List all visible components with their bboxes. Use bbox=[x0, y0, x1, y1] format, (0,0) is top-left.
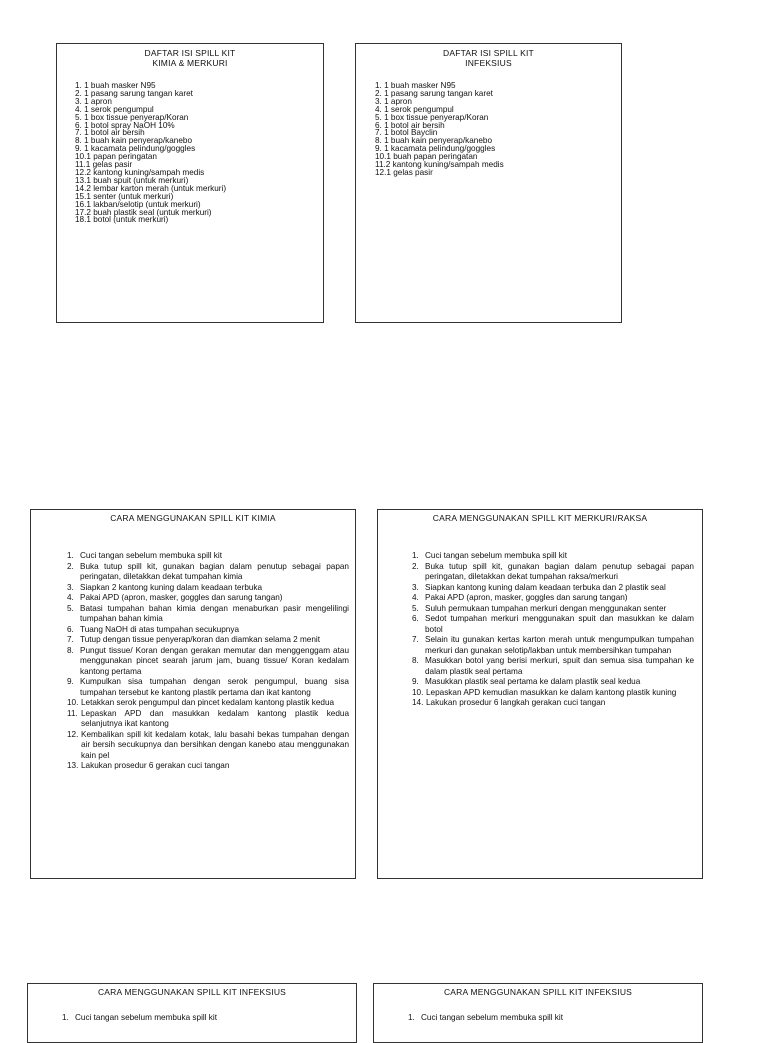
step-number: 8. bbox=[412, 656, 419, 665]
list-item: 10.1 buah papan peringatan bbox=[375, 152, 478, 162]
step-text: Lepaskan APD dan masukkan kedalam kantong plastik kedua selanjutnya ikat kantong bbox=[81, 708, 349, 728]
list-item: 17.2 buah plastik seal (untuk merkuri) bbox=[75, 207, 212, 217]
procedure-list bbox=[62, 1013, 350, 1024]
list-item: 4. 1 serok pengumpul bbox=[75, 104, 154, 114]
infectious-procedure-box-right bbox=[373, 983, 703, 1043]
step-number: 8. bbox=[67, 645, 74, 655]
list-item: 6. 1 botol spray NaOH 10% bbox=[75, 120, 175, 130]
procedure-step bbox=[67, 593, 349, 604]
box-title: DAFTAR ISI SPILL KIT bbox=[443, 48, 534, 58]
infectious-procedure-box-left bbox=[27, 983, 357, 1043]
list-item: 6. 1 botol air bersih bbox=[375, 120, 445, 130]
procedure-step bbox=[408, 1013, 696, 1024]
list-item: 14.2 lembar karton merah (untuk merkuri) bbox=[75, 183, 227, 193]
list-item: 11.2 kantong kuning/sampah medis bbox=[375, 160, 504, 170]
step-text: Cuci tangan sebelum membuka spill kit bbox=[75, 1013, 217, 1022]
procedure-step bbox=[67, 604, 349, 625]
procedure-step bbox=[67, 709, 349, 730]
step-text: Kumpulkan sisa tumpahan dengan serok pengumpul, buang sisa tumpahan tersebut ke kantong plastik pertama dan ikat kantong bbox=[80, 677, 349, 697]
list-item: 2. 1 pasang sarung tangan karet bbox=[75, 88, 193, 98]
list-item: 1. 1 buah masker N95 bbox=[375, 81, 456, 90]
step-text: Cuci tangan sebelum membuka spill kit bbox=[421, 1013, 563, 1022]
procedure-step bbox=[412, 604, 694, 615]
step-number: 1. bbox=[67, 551, 74, 560]
spill-kit-infectious-contents-box bbox=[355, 43, 622, 323]
step-text: Tutup dengan tissue penyerap/koran dan diamkan selama 2 menit bbox=[80, 635, 321, 644]
step-number: 14. bbox=[412, 698, 424, 707]
step-number: 9. bbox=[412, 677, 419, 686]
mercury-procedure-box bbox=[377, 509, 703, 879]
step-text: Pakai APD (apron, masker, goggles dan sarung tangan) bbox=[425, 593, 628, 602]
step-number: 2. bbox=[67, 561, 74, 571]
step-number: 7. bbox=[67, 635, 74, 644]
step-number: 9. bbox=[67, 677, 74, 686]
procedure-step bbox=[412, 688, 694, 699]
chemical-procedure-box bbox=[30, 509, 356, 879]
list-item: 9. 1 kacamata pelindung/goggles bbox=[375, 144, 496, 154]
procedure-step bbox=[67, 583, 349, 594]
contents-list bbox=[375, 82, 621, 177]
procedure-step bbox=[412, 593, 694, 604]
step-text: Kembalikan spill kit kedalam kotak, lalu basahi bekas tumpahan dengan air bersih secukupnya dan bersihkan dengan kanebo atau menggunakan kain pel bbox=[81, 729, 349, 760]
list-item: 12.1 gelas pasir bbox=[375, 167, 433, 177]
list-item: 13.1 buah spuit (untuk merkuri) bbox=[75, 175, 189, 185]
list-item: 7. 1 botol air bersih bbox=[75, 128, 145, 138]
list-item: 9. 1 kacamata pelindung/goggles bbox=[75, 144, 196, 154]
step-text: Cuci tangan sebelum membuka spill kit bbox=[80, 551, 222, 560]
step-text: Tuang NaOH di atas tumpahan secukupnya bbox=[80, 624, 239, 634]
list-item: 18.1 botol (untuk merkuri) bbox=[75, 215, 169, 225]
step-text: Cuci tangan sebelum membuka spill kit bbox=[425, 551, 567, 560]
step-number: 10. bbox=[67, 698, 79, 707]
step-text: Letakkan serok pengumpul dan pincet kedalam kantong plastik kedua bbox=[81, 698, 335, 707]
procedure-step bbox=[412, 551, 694, 562]
list-item: 3. 1 apron bbox=[375, 96, 412, 106]
procedure-step bbox=[67, 562, 349, 583]
step-text: Sedot tumpahan merkuri menggunakan spuit dan masukkan ke dalam botol bbox=[425, 614, 694, 634]
list-item: 8. 1 buah kain penyerap/kanebo bbox=[375, 136, 492, 146]
procedure-step bbox=[412, 614, 694, 635]
step-number: 3. bbox=[67, 582, 74, 592]
step-text: Siapkan kantong kuning dalam keadaan terbuka dan 2 plastik seal bbox=[425, 582, 666, 592]
step-number: 11. bbox=[67, 708, 78, 718]
step-number: 1. bbox=[412, 551, 419, 560]
spill-kit-chemical-contents-box bbox=[56, 43, 324, 323]
procedure-step bbox=[67, 677, 349, 698]
box-title: CARA MENGGUNAKAN SPILL KIT INFEKSIUS bbox=[443, 987, 633, 997]
step-number: 13. bbox=[67, 761, 79, 770]
box-title: CARA MENGGUNAKAN SPILL KIT KIMIA bbox=[110, 513, 276, 523]
step-text: Lepaskan APD kemudian masukkan ke dalam kantong plastik kuning bbox=[426, 687, 677, 697]
step-number: 6. bbox=[412, 614, 419, 623]
procedure-list bbox=[412, 551, 694, 709]
list-item: 12.2 kantong kuning/sampah medis bbox=[75, 167, 205, 177]
step-text: Siapkan 2 kantong kuning dalam keadaan terbuka bbox=[80, 582, 263, 592]
step-text: Lakukan prosedur 6 langkah gerakan cuci tangan bbox=[426, 698, 606, 707]
step-text: Pakai APD (apron, masker, goggles dan sarung tangan) bbox=[80, 593, 283, 602]
procedure-step bbox=[412, 583, 694, 594]
step-text: Suluh permukaan tumpahan merkuri dengan menggunakan senter bbox=[425, 603, 667, 613]
step-text: Buka tutup spill kit, gunakan bagian dalam penutup sebagai papan peringatan, diletakkan dekat tumpahan raksa/merkuri bbox=[425, 561, 694, 581]
box-subtitle: INFEKSIUS bbox=[465, 58, 512, 68]
step-text: Masukkan botol yang berisi merkuri, spuit dan semua sisa tumpahan ke dalam plastik seal pertama bbox=[425, 656, 694, 676]
step-number: 7. bbox=[412, 635, 419, 644]
list-item: 11.1 gelas pasir bbox=[75, 160, 133, 170]
procedure-step bbox=[67, 698, 349, 709]
step-number: 2. bbox=[412, 561, 419, 571]
procedure-step bbox=[67, 730, 349, 762]
list-item: 10.1 papan peringatan bbox=[75, 152, 157, 162]
box-title: DAFTAR ISI SPILL KIT bbox=[144, 48, 236, 58]
procedure-list bbox=[67, 551, 349, 772]
step-text: Selain itu gunakan kertas karton merah untuk mengumpulkan tumpahan merkuri dan gunakan selotip/lakban untuk membersihkan tumpahan bbox=[425, 635, 694, 655]
list-item: 4. 1 serok pengumpul bbox=[375, 104, 454, 114]
list-item: 7. 1 botol Bayclin bbox=[375, 128, 438, 138]
step-number: 10. bbox=[412, 687, 424, 697]
step-number: 3. bbox=[412, 582, 419, 592]
step-text: Lakukan prosedur 6 gerakan cuci tangan bbox=[81, 761, 230, 770]
step-text: Buka tutup spill kit, gunakan bagian dalam penutup sebagai papan peringatan, diletakkan dekat tumpahan kimia bbox=[80, 561, 349, 581]
step-text: Pungut tissue/ Koran dengan gerakan memutar dan menggenggam atau menggunakan pincet searah jarum jam, buang tissue/ Koran kedalam kantong pertama bbox=[80, 645, 349, 676]
procedure-step bbox=[412, 562, 694, 583]
box-title: CARA MENGGUNAKAN SPILL KIT INFEKSIUS bbox=[97, 987, 287, 997]
list-item: 5. 1 box tissue penyerap/Koran bbox=[75, 112, 189, 122]
list-item: 1. 1 buah masker N95 bbox=[75, 81, 156, 90]
contents-list bbox=[75, 82, 323, 224]
procedure-step bbox=[67, 646, 349, 678]
step-number: 5. bbox=[412, 603, 419, 613]
box-subtitle: KIMIA & MERKURI bbox=[152, 58, 228, 68]
list-item: 8. 1 buah kain penyerap/kanebo bbox=[75, 136, 192, 146]
procedure-step bbox=[67, 551, 349, 562]
step-number: 1. bbox=[62, 1013, 69, 1022]
procedure-step bbox=[67, 625, 349, 636]
procedure-list bbox=[408, 1013, 696, 1024]
procedure-step bbox=[67, 761, 349, 772]
procedure-step bbox=[67, 635, 349, 646]
step-number: 12. bbox=[67, 729, 79, 739]
step-text: Batasi tumpahan bahan kimia dengan menaburkan pasir mengelilingi tumpahan bahan kimia bbox=[80, 603, 349, 623]
procedure-step bbox=[412, 635, 694, 656]
step-number: 4. bbox=[67, 593, 74, 602]
list-item: 3. 1 apron bbox=[75, 96, 112, 106]
step-text: Masukkan plastik seal pertama ke dalam plastik seal kedua bbox=[425, 677, 641, 686]
step-number: 6. bbox=[67, 624, 74, 634]
procedure-step bbox=[412, 698, 694, 709]
procedure-step bbox=[412, 677, 694, 688]
list-item: 16.1 lakban/selotip (untuk merkuri) bbox=[75, 199, 201, 209]
step-number: 4. bbox=[412, 593, 419, 602]
list-item: 15.1 senter (untuk merkuri) bbox=[75, 191, 174, 201]
procedure-step bbox=[412, 656, 694, 677]
procedure-step bbox=[62, 1013, 350, 1024]
box-title: CARA MENGGUNAKAN SPILL KIT MERKURI/RAKSA bbox=[432, 513, 648, 523]
step-number: 1. bbox=[408, 1013, 415, 1022]
list-item: 2. 1 pasang sarung tangan karet bbox=[375, 88, 493, 98]
list-item: 5. 1 box tissue penyerap/Koran bbox=[375, 112, 489, 122]
step-number: 5. bbox=[67, 603, 74, 613]
